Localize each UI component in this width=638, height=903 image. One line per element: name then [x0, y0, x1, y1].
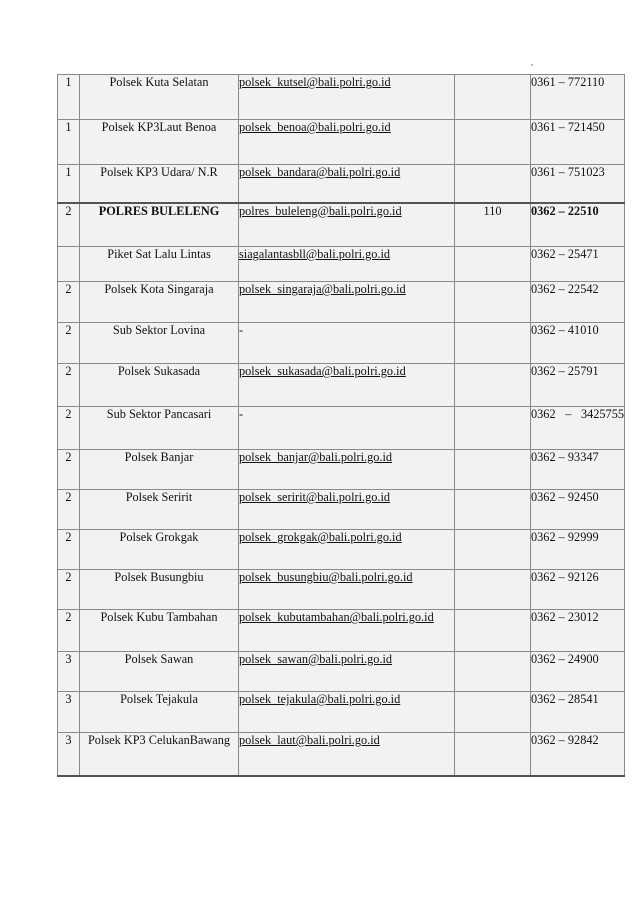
- email-link[interactable]: siagalantasbll@bali.polri.go.id: [239, 247, 455, 282]
- emergency-code-cell: [455, 733, 531, 776]
- no-cell: 2: [58, 610, 80, 652]
- unit-name-cell: Polsek Banjar: [80, 450, 239, 490]
- phone-cell: 0362 – 23012: [531, 610, 625, 652]
- unit-name-cell: Polsek Tejakula: [80, 692, 239, 733]
- phone-cell: 0362 – 93347: [531, 450, 625, 490]
- unit-name-cell: Piket Sat Lalu Lintas: [80, 247, 239, 282]
- emergency-code-cell: [455, 450, 531, 490]
- email-link[interactable]: polsek_grokgak@bali.polri.go.id: [239, 530, 455, 570]
- emergency-code-cell: [455, 165, 531, 203]
- emergency-code-cell: [455, 282, 531, 323]
- table-row: [58, 247, 625, 282]
- email-link: -: [239, 407, 455, 450]
- no-cell: 2: [58, 450, 80, 490]
- phone-cell: 0362 – 25791: [531, 364, 625, 407]
- table-row: [58, 364, 625, 407]
- email-link[interactable]: polsek_sukasada@bali.polri.go.id: [239, 364, 455, 407]
- emergency-code-cell: [455, 75, 531, 120]
- emergency-code-cell: [455, 692, 531, 733]
- table-row: [58, 652, 625, 692]
- no-cell: 2: [58, 490, 80, 530]
- page-mark: [531, 64, 533, 66]
- email-link[interactable]: polsek_seririt@bali.polri.go.id: [239, 490, 455, 530]
- phone-cell: 0362 – 92126: [531, 570, 625, 610]
- phone-cell: 0362 – 92842: [531, 733, 625, 776]
- table-row: [58, 610, 625, 652]
- unit-name-cell: Polsek Kuta Selatan: [80, 75, 239, 120]
- emergency-code-cell: [455, 247, 531, 282]
- email-link[interactable]: polsek_sawan@bali.polri.go.id: [239, 652, 455, 692]
- no-cell: 1: [58, 120, 80, 165]
- email-link[interactable]: polsek_laut@bali.polri.go.id: [239, 733, 455, 776]
- email-link[interactable]: polsek_banjar@bali.polri.go.id: [239, 450, 455, 490]
- unit-name-cell: Polsek Kubu Tambahan: [80, 610, 239, 652]
- unit-name-cell: Polsek Grokgak: [80, 530, 239, 570]
- table-row: [58, 450, 625, 490]
- email-link[interactable]: polsek_kubutambahan@bali.polri.go.id: [239, 610, 455, 652]
- emergency-code-cell: 110: [455, 203, 531, 247]
- unit-name-cell: Polsek Busungbiu: [80, 570, 239, 610]
- phone-cell: 0362 – 92450: [531, 490, 625, 530]
- emergency-code-cell: [455, 490, 531, 530]
- table-row: [58, 733, 625, 776]
- table-row: [58, 323, 625, 364]
- unit-name-cell: Polsek Sukasada: [80, 364, 239, 407]
- phone-cell: 0361 – 721450: [531, 120, 625, 165]
- unit-name-cell: POLRES BULELENG: [80, 203, 239, 247]
- table-row: [58, 120, 625, 165]
- emergency-code-cell: [455, 364, 531, 407]
- phone-cell: 0362 – 22542: [531, 282, 625, 323]
- phone-cell: 0361 – 772110: [531, 75, 625, 120]
- phone-cell: 0361 – 751023: [531, 165, 625, 203]
- unit-name-cell: Polsek KP3Laut Benoa: [80, 120, 239, 165]
- no-cell: 1: [58, 75, 80, 120]
- email-link[interactable]: polsek_bandara@bali.polri.go.id: [239, 165, 455, 203]
- phone-cell: 0362 – 92999: [531, 530, 625, 570]
- phone-cell: 0362 – 28541: [531, 692, 625, 733]
- unit-name-cell: Sub Sektor Pancasari: [80, 407, 239, 450]
- unit-name-cell: Polsek KP3 Udara/ N.R: [80, 165, 239, 203]
- table-row: [58, 692, 625, 733]
- email-link[interactable]: polsek_tejakula@bali.polri.go.id: [239, 692, 455, 733]
- phone-cell: 0362 – 22510: [531, 203, 625, 247]
- phone-cell: 0362 – 3425755: [531, 407, 625, 450]
- no-cell: 3: [58, 733, 80, 776]
- no-cell: 3: [58, 692, 80, 733]
- table-row: [58, 570, 625, 610]
- no-cell: 2: [58, 323, 80, 364]
- table-row: [58, 75, 625, 120]
- no-cell: 2: [58, 203, 80, 247]
- table-row: [58, 165, 625, 203]
- emergency-code-cell: [455, 652, 531, 692]
- unit-name-cell: Polsek Sawan: [80, 652, 239, 692]
- no-cell: 3: [58, 652, 80, 692]
- emergency-code-cell: [455, 323, 531, 364]
- emergency-code-cell: [455, 407, 531, 450]
- no-cell: 2: [58, 407, 80, 450]
- table-row: [58, 407, 625, 450]
- email-link: -: [239, 323, 455, 364]
- emergency-code-cell: [455, 120, 531, 165]
- unit-name-cell: Polsek KP3 CelukanBawang: [80, 733, 239, 776]
- phone-cell: 0362 – 25471: [531, 247, 625, 282]
- unit-name-cell: Polsek Kota Singaraja: [80, 282, 239, 323]
- phone-cell: 0362 – 41010: [531, 323, 625, 364]
- police-contact-table: [57, 74, 625, 777]
- no-cell: 2: [58, 570, 80, 610]
- no-cell: 1: [58, 165, 80, 203]
- emergency-code-cell: [455, 570, 531, 610]
- table-row: [58, 490, 625, 530]
- table-row: [58, 282, 625, 323]
- email-link[interactable]: polsek_singaraja@bali.polri.go.id: [239, 282, 455, 323]
- email-link[interactable]: polsek_kutsel@bali.polri.go.id: [239, 75, 455, 120]
- table-body: [58, 75, 625, 776]
- table-row: [58, 203, 625, 247]
- no-cell: [58, 247, 80, 282]
- email-link[interactable]: polsek_busungbiu@bali.polri.go.id: [239, 570, 455, 610]
- emergency-code-cell: [455, 610, 531, 652]
- table-row: [58, 530, 625, 570]
- email-link[interactable]: polres_buleleng@bali.polri.go.id: [239, 203, 455, 247]
- email-link[interactable]: polsek_benoa@bali.polri.go.id: [239, 120, 455, 165]
- unit-name-cell: Polsek Seririt: [80, 490, 239, 530]
- emergency-code-cell: [455, 530, 531, 570]
- unit-name-cell: Sub Sektor Lovina: [80, 323, 239, 364]
- no-cell: 2: [58, 282, 80, 323]
- phone-cell: 0362 – 24900: [531, 652, 625, 692]
- no-cell: 2: [58, 530, 80, 570]
- no-cell: 2: [58, 364, 80, 407]
